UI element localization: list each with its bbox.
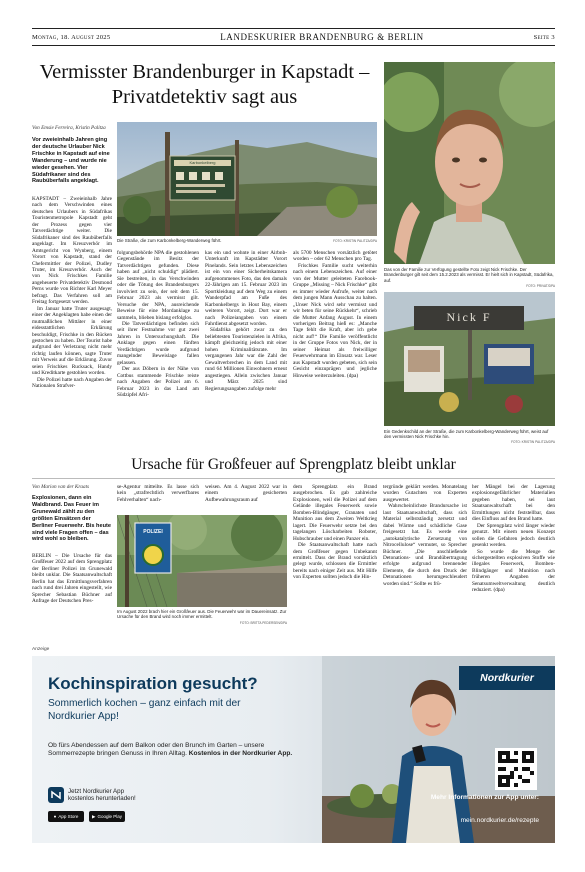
section-divider [32,478,555,479]
nordkurier-app-icon [48,787,64,803]
qr-code-icon [498,751,534,787]
ad-body [48,742,308,759]
paragraph: KAPSTADT – Zweieinhalb Jahre nach dem Verschwinden eines deutschen Urlaubers in Südafrikas Touristenmetropole Kapstadt geht der Prozess gegen vier Tatverdächtige weiter. Die Südafrikaner sind des Raubüberfalls angeklagt. Im Kreuzverhör im Amtsgericht von Wynberg, einem Vorort von Kapstadt, stand der Chefermittler der Polizei, Dudley Truter, im Kreuzverhör. Auch der von Nick Frischkes Familie angeheuerte Privatdetektiv Desmond Perns wurde von Richter Karl Meyer befragt. Das Verfahren soll am Freitag fortgesetzt werden. [32,196,112,306]
memorial-sign-text: Nick F [446,310,492,324]
paragraph: So wurde die Menge der sichergestellten explosiven Stoffe wie illegales Feuerwerk, Bomben-Blindgänger und Munition nach früheren Angaben der Senatsumweltverwaltung deutlich reduziert. (dpa) [472,548,555,594]
paragraph: Wahrscheinlichste Brandursache ist laut Staatsanwaltschaft, dass sich Material selbstständig zersetzt und dabei Wärme und schädliche Gase freigesetzt hat. Es werde eine „autokatalytische Zersetzung von Nitrocellulose“ vermutet, so Sprecher Büchner. „Die anschließende Detonations- und Brandübertragung erfolgte aufgrund brennender Elemente, die durch den Druck der Detonationen herumgeschleudert worden sind.“ Sollte es frü- [383,503,467,587]
ad-app-line2: kostenlos herunterladen! [68,795,136,802]
paragraph: Im Januar hatte Truter ausgesagt, einer der Angeklagten habe einen der mutmaßlichen Mittäter in einer eidesstattlichen Erklärung beschuldigt, Frischke in den Rücken gestochen zu haben. Der Tourist habe aufgrund der Verletzung nicht mehr richtig laufen können, sagte Truter mit Verweis auf die Erklärung. Zuvor seien Frischkes Rucksack, Handy und Kreditkarte gestohlen worden. [32,305,112,377]
paragraph: Die Staatsanwaltschaft hatte nach dem Großfeuer gegen Unbekannt ermittelt. Dass der Brand vorsätzlich gelegt wurde, schlossen die Ermittler bereits nach einiger Zeit aus. Mit Hilfe von Experten sollten jedoch die Hin- [293,542,377,581]
paragraph: tergründe geklärt werden. Monatelang wurden Gutachten von Experten ausgewertet. [383,484,467,503]
ad-title: Kochinspiration gesucht? [48,674,258,693]
paragraph: BERLIN – Die Ursache für das Großfeuer 2022 auf dem Sprengplatz der Berliner Polizei im Grunewald bleibt unklar. Die Staatsanwaltschaft Berlin hat das Ermittlungsverfahren nach rund drei Jahren eingestellt, wie Sprecher Sebastian Büchner auf Anfrage der Deutschen Pres- [32,553,112,605]
police-sign-text: POLIZEI [143,529,163,535]
paragraph: Frischkes Familie sucht weiterhin nach einem Lebenszeichen. Auf einer von der Mutter geleiteten Facebook-Gruppe „Missing – Nick Frischke“ gibt es immer wieder Aufrufe, weiter nach dem jungen Mann Ausschau zu halten. „Unser Nick wird sehr vermisst und wir beten für seine Rückkehr“, schrieb die Mutter Anfang August. In einem vorherigen Beitrag hieß es: „Manche Tage fehlt die Kraft, aber ich gebe nicht auf!“ Die Familie veröffentlicht in der Gruppe Fotos von Nick, der in seiner Heimat als freiwilliger Feuerwehrmann im Einsatz war. Leser aus Kapstadt wurden gebeten, sich sein Gesicht einzuprägen und jegliche Hinweise weiterzuleiten. (dpa) [293,262,377,379]
ad-app-promo[interactable] [48,786,168,804]
ad-body-bold: Kostenlos in der Nordkurier App. [188,750,293,758]
paragraph: Der Sprengplatz wird länger wieder genutzt. Mit einem neuen Konzept sollen die Gefahren jedoch deutlich gesenkt werden. [472,522,555,549]
article1-col2 [117,250,199,440]
ad-store-badges [48,811,125,822]
ad-label: Anzeige [32,647,50,652]
google-play-button[interactable] [89,811,125,822]
paragraph: weisen. Am 4. August 2022 war in einem gesicherten Aufbewahrungsraum auf [205,484,287,503]
article2-lead: Explosionen, dann ein Waldbrand. Das Feuer im Grunewald zählt zu den größten Einsätzen der Berliner Feuerwehr. Bis heute sind viele Fragen offen – das wird wohl so bleiben. [32,495,111,543]
sprengplatz-photo [117,515,287,607]
portrait-photo [384,62,555,264]
sprengplatz-photo-credit: FOTO: BRITTA PEDERSEN/DPA [239,621,287,625]
sprengplatz-photo-caption: Im August 2022 brach hier ein Großfeuer aus. Die Feuerwehr war im Dauereinsatz. Zur Ursache für den Brand wird noch immer ermittelt. [117,609,287,620]
google-play-label: Google Play [97,814,122,819]
paragraph: kas ein und wohnte in einer Airbnb-Unterkunft im Kapstädter Vorort Pinelands. Sein letztes Lebenszeichen ist ein von einer Sicherheitskamera aufgenommenes Foto, das den damals 22-Jährigen am 15. Februar 2023 im Sportkleidung auf dem Weg zu einem Wanderpfad am Fuße des Karbonkelbergs in Hout Bay, einem weiteren Vorort, zeigt. Dort war er nach Polizeiangaben von einem Fahrdienst abgesetzt worden. [205,250,287,327]
paragraph: folgungsbehörde NPA die gestohlenen Gegenstände im Besitz der Tatverdächtigen gefunden. Diese haben auf „nicht schuldig“ plädiert. Sie bestreiten, in das Verschwinden oder die Tötung des Brandenburgers involviert zu sein, der seit dem 15. Februar 2023 als vermisst gilt. Versuche der NPA, ausreichende Beweise für eine Mordanklage zu sammeln, blieben bislang erfolglos. [117,250,199,321]
app-store-label: App Store [58,814,79,819]
paragraph: her Mängel bei der Lagerung explosionsgefährlicher Materialien gegeben haben, sei laut Staatsanwaltschaft bei den Ermittlungen nicht feststellbar, dass dies Einfluss auf den Brand hatte. [472,484,555,523]
paragraph: Der aus Döbern in der Nähe von Cottbus stammende Frischke reiste nach Angaben der Polizei am 6. Februar 2023 in das Land am Südzipfel Afri- [117,366,199,398]
trail-photo-caption: Die Straße, die zum Karbonkelberg-Wanderweg führt. [117,238,222,243]
ad-info-text: Mehr Informationen zur App unter: [430,794,539,801]
masthead-page: Seite 3 [533,33,555,41]
article2-col5 [383,484,467,634]
nordkurier-logo: Nordkurier [459,666,555,690]
memorial-photo-credit: FOTO: KRISTIN PALITZA/DPA [511,440,555,444]
apple-icon: ● [53,814,57,819]
paragraph: Südafrika gehört zwar zu den beliebtesten Touristenzielen in Afrika, kämpft gleichzeitig jedoch mit einer hohen Kriminalitätsrate. Im vergangenen Jahr war die Zahl der Gewaltverbrechen in dem Land mit rund 64 Millionen Einwohnern erneut angestiegen. Allein zwischen Januar und März 2025 sind Regierungsangaben zufolge mehr [205,327,287,392]
article1-col1 [32,196,112,438]
app-store-button[interactable] [48,811,84,822]
trail-sign-text: Karbonkelberg [189,160,216,165]
masthead-title: LANDESKURIER BRANDENBURG & BERLIN [220,32,424,42]
ad-body-text: Ob fürs Abendessen auf dem Balkon oder den Brunch im Garten – unsere Sommerrezepte bringen Genuss in Ihren Alltag. [48,742,265,758]
article2-col4 [293,484,377,634]
portrait-photo-credit: FOTO: PRIVAT/DPA [526,284,555,288]
trail-photo-credit: FOTO: KRISTIN PALITZA/DPA [333,239,377,243]
paragraph: Die Polizei hatte nach Angaben der Nationalen Strafver- [32,376,112,390]
masthead-date: Montag, 18. August 2025 [32,33,111,41]
qr-code[interactable] [495,748,537,790]
advertisement[interactable] [32,656,555,843]
play-icon: ▶ [92,813,96,819]
memorial-photo [384,292,555,426]
article2-col6 [472,484,555,634]
article2-headline: Ursache für Großfeuer auf Sprengplatz bleibt unklar [131,456,456,473]
paragraph: dem Sprengplatz ein Brand ausgebrochen. Es gab zahlreiche Explosionen, weil die Polizei auf dem Gelände illegales Feuerwerk sowie Bomben-Blindgänger, Granaten und Munition aus dem Zweiten Weltkrieg lagert. Die Feuerwehr setzte bei den tagelangen Löscharbeiten Roboter, Hubschrauber und einen Panzer ein. [293,484,377,542]
ad-app-line1: Jetzt Nordkurier App [68,787,125,795]
article2-col2 [117,484,199,514]
memorial-photo-caption: Ein Gedenkschild an der Straße, die zum Karbonkelberg-Wanderweg führt, weist auf den vermissten Nick Frischke hin. [384,429,549,440]
paragraph: Die Tatverdächtigen befinden sich seit ihrer Festnahme vor gut zwei Jahren in Untersuchungshaft. Die Anklage gegen einen fünften Verdächtigen wurde aufgrund mangelnder Beweislage fallen gelassen. [117,320,199,366]
masthead [32,28,555,46]
article1-lead: Vor zweieinhalb Jahren ging der deutsche Urlauber Nick Frischke in Kapstadt auf eine Wanderung – und wurde nie wieder gesehen. Vier Südafrikaner sind des Raubüberfalls angeklagt. [32,137,110,185]
article2-byline: Von Marion van der Kraats [32,484,90,490]
article2-col3 [205,484,287,514]
trail-photo [117,122,377,236]
ad-subtitle: Sommerlich kochen – ganz einfach mit der Nordkurier App! [48,698,241,722]
article1-byline: Von Emsie Ferreira, Kristin Palitza [32,125,106,131]
article1-col4 [293,250,377,440]
article1-headline: Vermisster Brandenburger in Kapstadt – Privatdetektiv sagt aus [39,61,370,108]
paragraph: se-Agentur mitteilte. Es lasse sich kein „strafrechtlich verwerfbares Fehlverhalten“ nach- [117,484,199,503]
ad-url-link[interactable]: mein.nordkurier.de/rezepte [460,817,539,824]
article2-col1 [32,553,112,635]
article1-col3 [205,250,287,440]
paragraph: als 5700 Menschen vorsätzlich getötet worden – oder 62 Menschen pro Tag. [293,250,377,263]
portrait-photo-caption: Das von der Familie zur Verfügung gestellte Foto zeigt Nick Frischke. Der Brandenburger gilt seit dem 15.2.2023 als vermisst. Er hielt sich in Kapstadt, Südafrika, auf. [384,267,554,283]
